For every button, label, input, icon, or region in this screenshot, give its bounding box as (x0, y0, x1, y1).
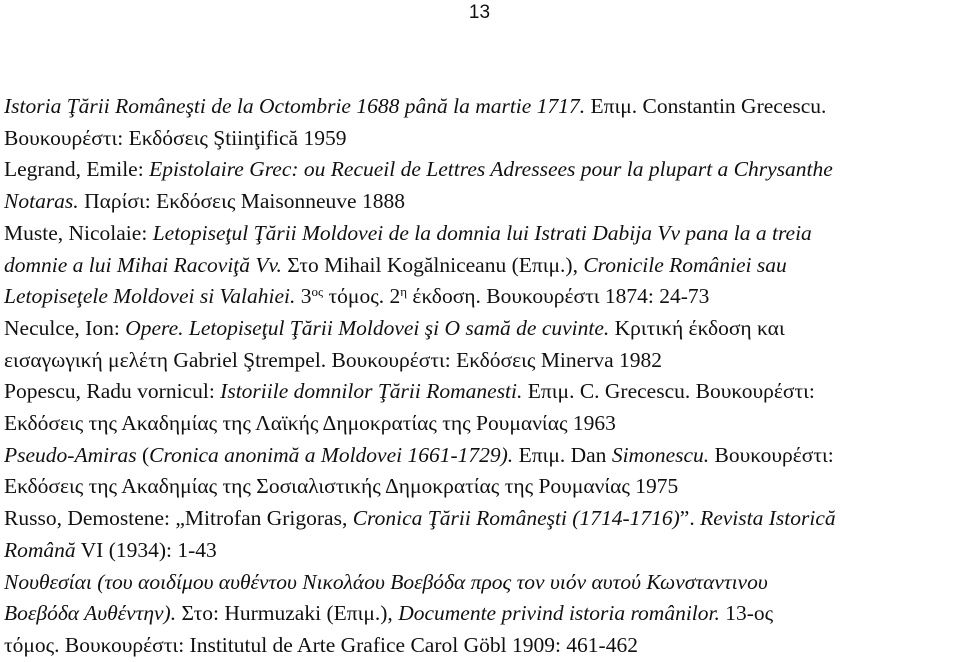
entry-line (4, 123, 956, 155)
entry-line (4, 154, 956, 186)
bibliography-entry (4, 91, 956, 154)
italic-text: Cronica anonimă a Moldovei 1661-1729). (149, 442, 514, 467)
text-segment: τόμος. 2 (323, 284, 401, 309)
text-segment: Κριτική έκδοση και (609, 315, 785, 340)
text-segment: ( (136, 442, 150, 467)
entry-line (4, 313, 956, 345)
text-segment: Neculce, Ion: (4, 315, 126, 340)
text-segment: Εκδόσεις της Ακαδημίας της Σοσιαλιστικής Δημοκρατίας της Ρουμανίας 1975 (4, 474, 679, 499)
text-segment: Επιμ. Dan (513, 442, 612, 467)
entry-line (4, 535, 956, 567)
text-segment: Επιμ. Constantin Grecescu. (585, 94, 827, 118)
page-number: 13 (468, 2, 491, 23)
entry-line (4, 598, 956, 630)
bibliography-entry (4, 567, 956, 662)
entry-line (4, 408, 956, 440)
text-segment: VI (1934): 1-43 (75, 537, 217, 562)
bibliography-entry (4, 376, 956, 439)
italic-text: Βοεβόδα Αυθέντην). (4, 601, 177, 626)
italic-text: Cronica Ţării Româneşti (1714-1716) (352, 506, 680, 531)
entry-line (4, 471, 956, 503)
text-segment: εισαγωγική μελέτη Gabriel Ştrempel. Βουκουρέστι: Εκδόσεις Minerva 1982 (4, 347, 663, 372)
italic-text: Notaras. (4, 189, 79, 214)
entry-line (4, 503, 956, 535)
text-segment: Muste, Nicolaie: (4, 220, 153, 245)
italic-text: Letopiseţele Moldovei si Valahiei. (4, 284, 296, 309)
entry-line (4, 281, 956, 313)
bibliography-list (4, 91, 956, 662)
bibliography-entry (4, 313, 956, 376)
text-segment: 3 (295, 284, 312, 309)
text-segment: Russo, Demostene: „Mitrofan Grigoras, (4, 506, 353, 531)
text-segment: Popescu, Radu vornicul: (4, 379, 221, 404)
italic-text: Νουθεσίαι (του αοιδίμου αυθέντου Νικολάου Βοεβόδα προς τον υιόν αυτού Κωνσταντινου (4, 569, 768, 594)
text-segment: έκδοση. Βουκουρέστι 1874: 24-73 (407, 284, 710, 309)
italic-text: Opere. Letopiseţul Ţării Moldovei şi O samă de cuvinte. (125, 315, 610, 340)
superscript-text: η (400, 284, 408, 300)
italic-text: Simonescu. (611, 442, 710, 467)
entry-line (4, 91, 956, 123)
entry-line (4, 376, 956, 408)
bibliography-entry (4, 503, 956, 566)
text-segment: Legrand, Emile: (4, 157, 150, 182)
bibliography-entry (4, 218, 956, 313)
bibliography-entry (4, 440, 956, 503)
text-segment: Βουκουρέστι: Εκδόσεις Ştiinţifică 1959 (4, 125, 347, 150)
italic-text: Documente privind istoria românilor. (398, 601, 720, 626)
text-segment: Εκδόσεις της Ακαδημίας της Λαϊκής Δημοκρατίας της Ρουμανίας 1963 (4, 411, 616, 436)
entry-line (4, 218, 956, 250)
text-segment: Επιμ. C. Grecescu. Βουκουρέστι: (522, 379, 815, 404)
text-segment: τόμος. Βουκουρέστι: Institutul de Arte Grafice Carol Göbl 1909: 461-462 (4, 632, 638, 657)
italic-text: Cronicile României sau (583, 252, 787, 277)
superscript-text: ος (311, 284, 324, 300)
italic-text: Istoria Ţării Româneşti de la Octombrie 1688 până la martie 1717. (4, 94, 586, 118)
entry-line (4, 440, 956, 472)
entry-line (4, 345, 956, 377)
text-segment: ”. (679, 506, 701, 531)
italic-text: Pseudo-Amiras (4, 442, 137, 467)
italic-text: Română (4, 537, 76, 562)
bibliography-entry (4, 154, 956, 217)
italic-text: Revista Istorică (700, 506, 836, 531)
entry-line (4, 630, 956, 662)
entry-line (4, 250, 956, 282)
italic-text: Letopiseţul Ţării Moldovei de la domnia lui Istrati Dabija Vv pana la a treia (152, 220, 812, 245)
italic-text: Epistolaire Grec: ou Recueil de Lettres Adressees pour la plupart a Chrysanthe (149, 157, 833, 182)
text-segment: Βουκουρέστι: (709, 442, 834, 467)
text-segment: Στο: Hurmuzaki (Επιμ.), (176, 601, 399, 626)
text-segment: Στο Mihail Kogălniceanu (Επιμ.), (281, 252, 584, 277)
entry-line (4, 567, 956, 599)
italic-text: domnie a lui Mihai Racoviţă Vv. (4, 252, 282, 277)
text-segment: Παρίσι: Εκδόσεις Maisonneuve 1888 (78, 189, 405, 214)
text-segment: 13-ος (719, 601, 774, 626)
italic-text: Istoriile domnilor Ţării Romanesti. (220, 379, 523, 404)
entry-line (4, 186, 956, 218)
